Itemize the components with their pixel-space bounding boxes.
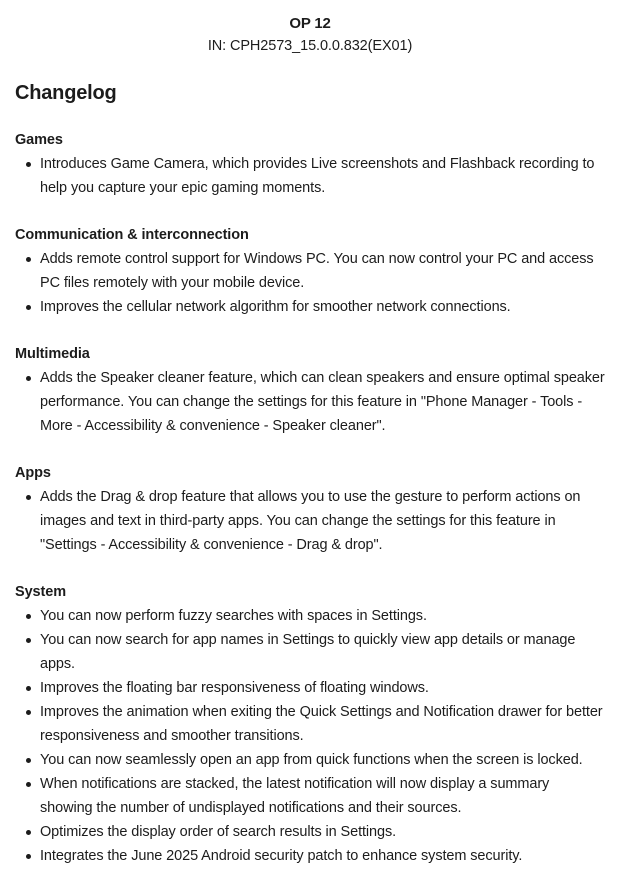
section-title-apps: Apps — [15, 465, 51, 481]
section-system — [15, 583, 605, 868]
section-list-communication — [15, 247, 605, 319]
list-item: Adds remote control support for Windows PC. You can now control your PC and access PC files remotely with your mobile device. — [16, 247, 605, 295]
list-item: When notifications are stacked, the latest notification will now display a summary showing the number of undisplayed notifications and their sources. — [16, 772, 605, 820]
section-title-multimedia: Multimedia — [15, 346, 90, 362]
list-item: You can now search for app names in Settings to quickly view app details or manage apps. — [16, 628, 605, 676]
section-title-games: Games — [15, 132, 63, 148]
section-multimedia — [15, 345, 605, 438]
list-item: Optimizes the display order of search results in Settings. — [16, 820, 605, 844]
list-item: Improves the animation when exiting the Quick Settings and Notification drawer for better responsiveness and smoother transitions. — [16, 700, 605, 748]
section-list-system — [15, 604, 605, 868]
section-apps — [15, 464, 605, 557]
list-item: You can now seamlessly open an app from quick functions when the screen is locked. — [16, 748, 605, 772]
build-version: IN: CPH2573_15.0.0.832(EX01) — [207, 38, 413, 54]
list-item: Adds the Drag & drop feature that allows you to use the gesture to perform actions on images and text in third-party apps. You can change the settings for this feature in "Settings - Accessibility & convenience - Drag & drop". — [16, 485, 605, 557]
section-list-games — [15, 152, 605, 200]
document-header — [15, 13, 605, 57]
list-item: Integrates the June 2025 Android security patch to enhance system security. — [16, 844, 605, 868]
section-communication — [15, 226, 605, 319]
list-item: Improves the cellular network algorithm for smoother network connections. — [16, 295, 605, 319]
section-list-apps — [15, 485, 605, 557]
section-list-multimedia — [15, 366, 605, 438]
list-item: Improves the floating bar responsiveness of floating windows. — [16, 676, 605, 700]
page-title: Changelog — [15, 82, 117, 104]
section-games — [15, 131, 605, 200]
list-item: Introduces Game Camera, which provides Live screenshots and Flashback recording to help you capture your epic gaming moments. — [16, 152, 605, 200]
list-item: You can now perform fuzzy searches with spaces in Settings. — [16, 604, 605, 628]
section-title-communication: Communication & interconnection — [15, 227, 249, 243]
list-item: Adds the Speaker cleaner feature, which can clean speakers and ensure optimal speaker performance. You can change the settings for this feature in "Phone Manager - Tools - More - Accessibility & convenience - Speaker cleaner". — [16, 366, 605, 438]
device-title: OP 12 — [289, 15, 331, 32]
section-title-system: System — [15, 584, 66, 600]
